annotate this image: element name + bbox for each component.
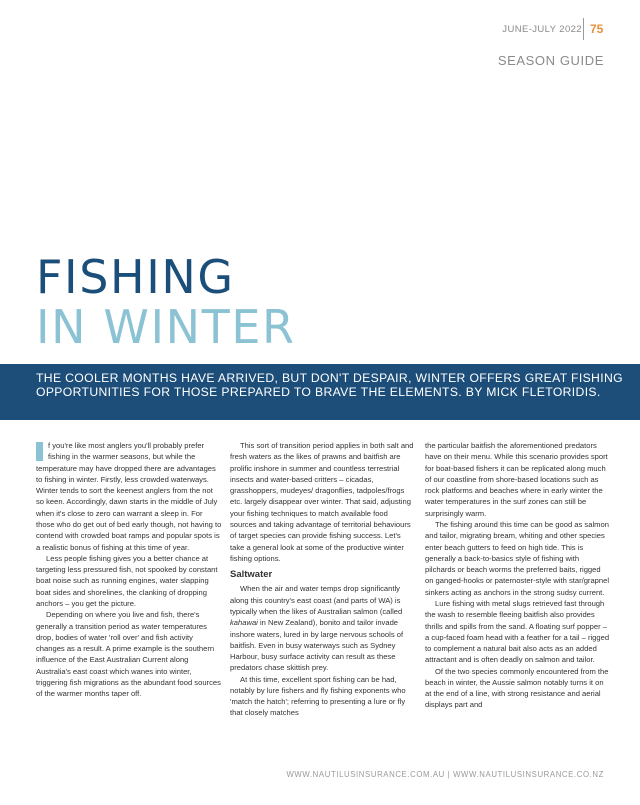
footer-urls: WWW.NAUTILUSINSURANCE.COM.AU | WWW.NAUTILUSINSURANCE.CO.NZ [286, 770, 604, 779]
body-paragraph: This sort of transition period applies in both salt and fresh waters as the likes of prawns and baitfish are prolific inshore in summer and countless terrestrial insects and water-based critters – cicadas, grasshoppers, mudeyes/ dragonflies, tadpoles/frogs etc. largely disappear over winter. That said, adjusting your fishing techniques to match available food sources and taking advantage of territorial behaviours of target species can provide fishing success. Let's take a general look at some of the productive winter fishing options. [230, 441, 414, 563]
body-column-3 [425, 440, 611, 711]
body-paragraph: f you're like most anglers you'll probably prefer fishing in the warmer seasons, but while the temperature may have dropped there are advantages to fishing in winter. Firstly, less crowded waterways. Winter tends to sort the keenest anglers from the not so keen. Accordingly, dawn starts in the middle of July when it's close to zero can warrant a sleep in. For those who do get out of bed early though, not having to contend with crowded boat ramps and popular spots is a realistic bonus of fishing at this time of year. [36, 441, 222, 552]
subheading-saltwater: Saltwater [230, 569, 273, 581]
body-column-2 [230, 440, 416, 719]
body-paragraph: At this time, excellent sport fishing can be had, notably by lure fishers and fly fishing exponents who 'match the hatch'; referring to presenting a lure or fly that closely matches [230, 674, 406, 718]
body-paragraph: the particular baitfish the aforementioned predators have on their menu. While this scenario provides sport for boat-based fishers it can be replicated along much of our coastline from shore-based locations such as rock platforms and beaches where in early winter the water temperatures in the surf zones can still be surprisingly warm. [425, 441, 608, 518]
body-paragraph: Lure fishing with metal slugs retrieved fast through the wash to resemble fleeing baitfish also provides thrills and spills from the sand. A floating surf popper – a cup-faced foam head with a feather for a tail – rigged to complement a natural bait also acts as an added attractant and is often deadly on salmon and tailor. [425, 598, 610, 665]
body-paragraph: Depending on where you live and fish, there's generally a transition period as water temperatures drop, bodies of water 'roll over' and fish activity changes as a result. A prime example is the southern influence of the East Australian Current along Australia's east coast which wanes into winter, triggering fish migrations as the abundant food sources of the warmer months taper off. [36, 610, 221, 699]
header-divider [583, 18, 584, 40]
standfirst: THE COOLER MONTHS HAVE ARRIVED, BUT DON'T DESPAIR, WINTER OFFERS GREAT FISHING OPPORTUNITIES FOR THOSE PREPARED TO BRAVE THE ELEMENTS. BY MICK FLETORIDIS. [36, 371, 623, 400]
body-paragraph: The fishing around this time can be good as salmon and tailor, migrating bream, whiting and other species enter beach gutters to feed on high tide. This is generally a back-to-basics style of fishing with pilchards or beach worms the preferred baits, rigged on ganged-hooks or paternoster-style with star/grapnel sinkers acting as anchors in the strong sudsy current. [425, 519, 610, 597]
article-title [36, 252, 296, 352]
body-paragraph: When the air and water temps drop significantly along this country's east coast (and parts of WA) is typically when the likes of Australian salmon (called kahawai in New Zealand), bonito and tailor invade inshore waters, lured in by large nervous schools of baitfish. Even in busy waterways such as Sydney Harbour, busy surface activity can result as these predators chase skittish prey. [230, 584, 404, 673]
title-line-1: FISHING [36, 250, 235, 304]
section-label: SEASON GUIDE [497, 53, 604, 68]
drop-cap [36, 442, 43, 461]
body-column-1 [36, 440, 222, 699]
body-paragraph: Of the two species commonly encountered from the beach in winter, the Aussie salmon notably turns it on at the end of a line, with strong resistance and aerial displays part and [425, 666, 609, 710]
page-number: 75 [590, 22, 604, 36]
body-paragraph: Less people fishing gives you a better chance at targeting less pressured fish, not spooked by constant boat noise such as running engines, water slapping boat sides and shorelines, the clanking of dropping anchors – you get the picture. [36, 553, 218, 608]
standfirst-band [0, 364, 640, 420]
title-line-2: IN WINTER [36, 300, 296, 354]
issue-date: JUNE-JULY 2022 [502, 24, 582, 35]
